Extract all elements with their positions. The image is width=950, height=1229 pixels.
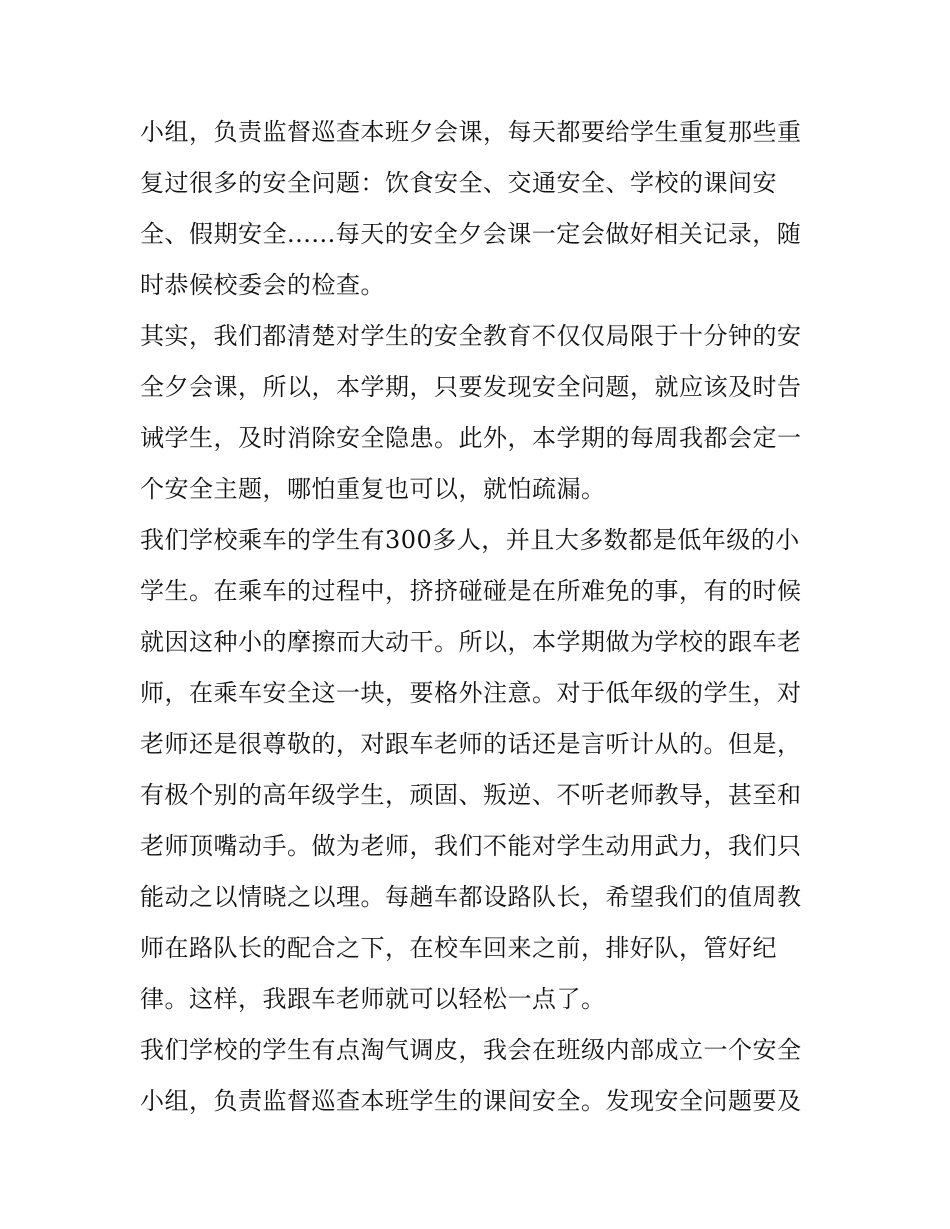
text-line-10: 学生。在乘车的过程中，挤挤碰碰是在所难免的事，有的时候 xyxy=(140,577,802,605)
text-line-18: 律。这样，我跟车老师就可以轻松一点了。 xyxy=(140,985,606,1013)
text-line-17: 师在路队长的配合之下，在校车回来之前，排好队，管好纪 xyxy=(140,934,777,962)
text-line-19: 我们学校的学生有点淘气调皮，我会在班级内部成立一个安全 xyxy=(140,1036,802,1064)
text-line-1: 小组，负责监督巡查本班夕会课，每天都要给学生重复那些重 xyxy=(140,118,802,146)
text-line-16: 能动之以情晓之以理。每趟车都设路队长，希望我们的值周教 xyxy=(140,883,802,911)
text-line-7: 诫学生，及时消除安全隐患。此外，本学期的每周我都会定一 xyxy=(140,424,802,452)
text-line-15: 老师顶嘴动手。做为老师，我们不能对学生动用武力，我们只 xyxy=(140,832,802,860)
text-line-13: 老师还是很尊敬的，对跟车老师的话还是言听计从的。但是， xyxy=(140,730,802,758)
text-line-6: 全夕会课，所以，本学期，只要发现安全问题，就应该及时告 xyxy=(140,373,802,401)
text-line-11: 就因这种小的摩擦而大动干。所以，本学期做为学校的跟车老 xyxy=(140,628,802,656)
text-line-20: 小组，负责监督巡查本班学生的课间安全。发现安全问题要及 xyxy=(140,1087,802,1115)
document-body xyxy=(140,107,820,1127)
text-line-8: 个安全主题，哪怕重复也可以，就怕疏漏。 xyxy=(140,475,606,503)
text-line-9: 我们学校乘车的学生有300多人，并且大多数都是低年级的小 xyxy=(140,526,800,554)
text-line-14: 有极个别的高年级学生，顽固、叛逆、不听老师教导，甚至和 xyxy=(140,781,802,809)
text-line-3: 全、假期安全......每天的安全夕会课一定会做好相关记录，随 xyxy=(140,220,802,248)
text-line-4: 时恭候校委会的检查。 xyxy=(140,271,385,299)
text-line-12: 师，在乘车安全这一块，要格外注意。对于低年级的学生，对 xyxy=(140,679,802,707)
text-line-2: 复过很多的安全问题：饮食安全、交通安全、学校的课间安 xyxy=(140,169,777,197)
text-line-5: 其实，我们都清楚对学生的安全教育不仅仅局限于十分钟的安 xyxy=(140,322,802,350)
